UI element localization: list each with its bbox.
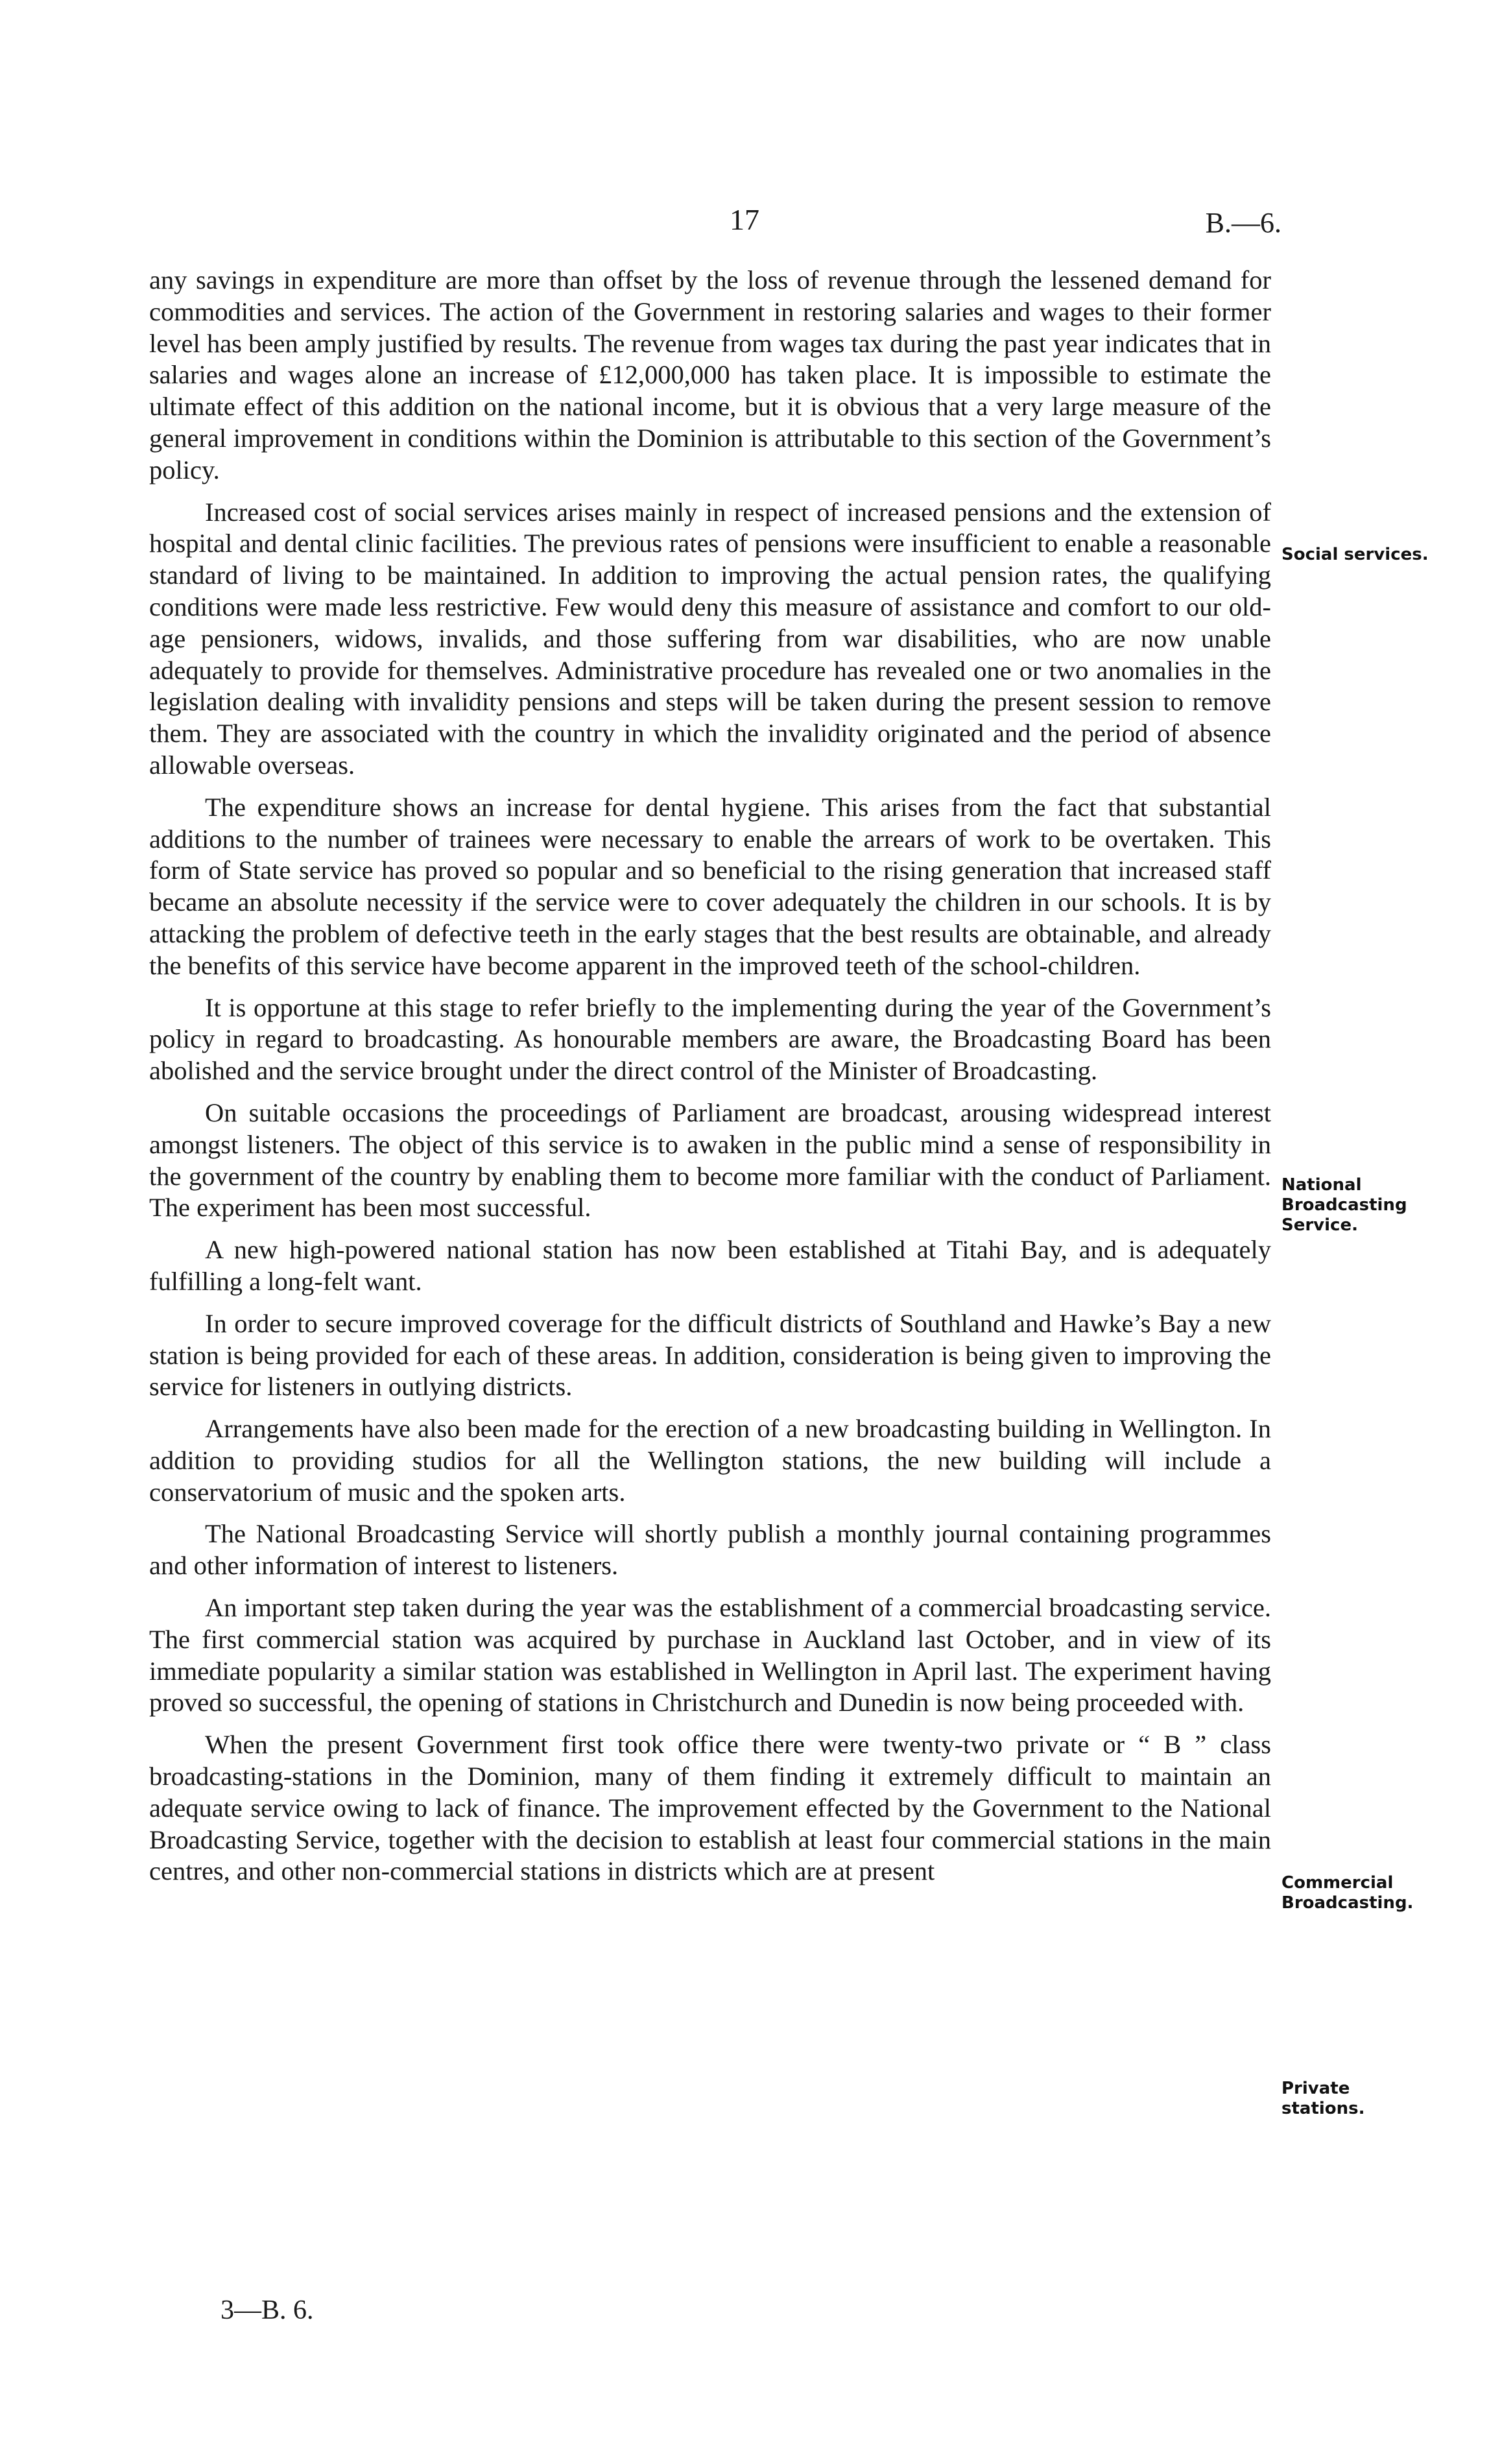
footer-reference: 3—B. 6. — [220, 2295, 314, 2325]
paragraph: On suitable occasions the proceedings of Parliament are broadcast, arousing widespread interest amongst listeners. The object of this service is to awaken in the public mind a sense of responsibility in the government of the country by enabling them to become more familiar with the conduct of Parliament. The experiment has been most successful. — [149, 1097, 1271, 1223]
paragraph: The expenditure shows an increase for dental hygiene. This arises from the fact that substantial additions to the number of trainees were necessary to enable the arrears of work to be overtaken. This form of State service has proved so popular and so beneficial to the rising generation that increased staff became an absolute necessity if the service were to cover adequately the children in our schools. It is by attacking the problem of defective teeth in the early stages that the best results are obtainable, and already the benefits of this service have become apparent in the improved teeth of the school-children. — [149, 792, 1271, 980]
paragraph: In order to secure improved coverage for the difficult districts of Southland and Hawke’s Bay a new station is being provided for each of these areas. In addition, consideration is being given to improving the service for listeners in outlying districts. — [149, 1308, 1271, 1402]
margin-note-national-broadcasting: National Broadcasting Service. — [1281, 1175, 1407, 1235]
paragraph: The National Broadcasting Service will shortly publish a monthly journal containing programmes and other information of interest to listeners. — [149, 1519, 1271, 1581]
paragraph: any savings in expenditure are more than offset by the loss of revenue through the lessened demand for commodities and services. The action of the Government in restoring salaries and wages to their former level has been amply justified by results. The revenue from wages tax during the past year indicates that in salaries and wages alone an increase of £12,000,000 has taken place. It is impossible to estimate the ultimate effect of this addition on the national income, but it is obvious that a very large measure of the general improvement in conditions within the Dominion is attributable to this section of the Government’s policy. — [149, 265, 1271, 484]
body-text — [149, 265, 1271, 1898]
paragraph: Increased cost of social services arises mainly in respect of increased pensions and the extension of hospital and dental clinic facilities. The previous rates of pensions were insufficient to enable a reasonable standard of living to be maintained. In addition to improving the actual pension rates, the qualifying conditions were made less restrictive. Few would deny this measure of assistance and comfort to our old-age pensioners, widows, invalids, and those suffering from war disabilities, who are now unable adequately to provide for themselves. Administrative procedure has revealed one or two anomalies in the legislation dealing with invalidity pensions and steps will be taken during the present session to remove them. They are associated with the country in which the invalidity originated and the period of absence allowable overseas. — [149, 497, 1271, 780]
paragraph: A new high-powered national station has now been established at Titahi Bay, and is adequately fulfilling a long-felt want. — [149, 1235, 1271, 1296]
paragraph: It is opportune at this stage to refer briefly to the implementing during the year of the Government’s policy in regard to broadcasting. As honourable members are aware, the Broadcasting Board has been abolished and the service brought under the direct control of the Minister of Broadcasting. — [149, 992, 1271, 1086]
paragraph: An important step taken during the year was the establishment of a commercial broadcasting service. The first commercial station was acquired by purchase in Auckland last October, and in view of its immediate popularity a similar station was established in Wellington in April last. The experiment having proved so successful, the opening of stations in Christchurch and Dunedin is now being proceeded with. — [149, 1593, 1271, 1717]
margin-note-commercial-broadcasting: Commercial Broadcasting. — [1281, 1873, 1414, 1913]
paragraph: Arrangements have also been made for the erection of a new broadcasting building in Wellington. In addition to providing studios for all the Wellington stations, the new building will include a conservatorium of music and the spoken arts. — [149, 1414, 1271, 1507]
margin-note-social-services: Social services. — [1281, 545, 1429, 564]
paragraph: When the present Government first took office there were twenty-two private or “ B ” class broadcasting-stations in the Dominion, many of them finding it extremely difficult to maintain an adequate service owing to lack of finance. The improvement effected by the Government to the National Broadcasting Service, together with the decision to establish at least four commercial stations in the main centres, and other non-commercial stations in districts which are at present — [149, 1730, 1271, 1886]
margin-note-private-stations: Private stations. — [1281, 2079, 1365, 2118]
page-number: 17 — [730, 203, 759, 236]
document-reference: B.—6. — [1205, 207, 1281, 239]
